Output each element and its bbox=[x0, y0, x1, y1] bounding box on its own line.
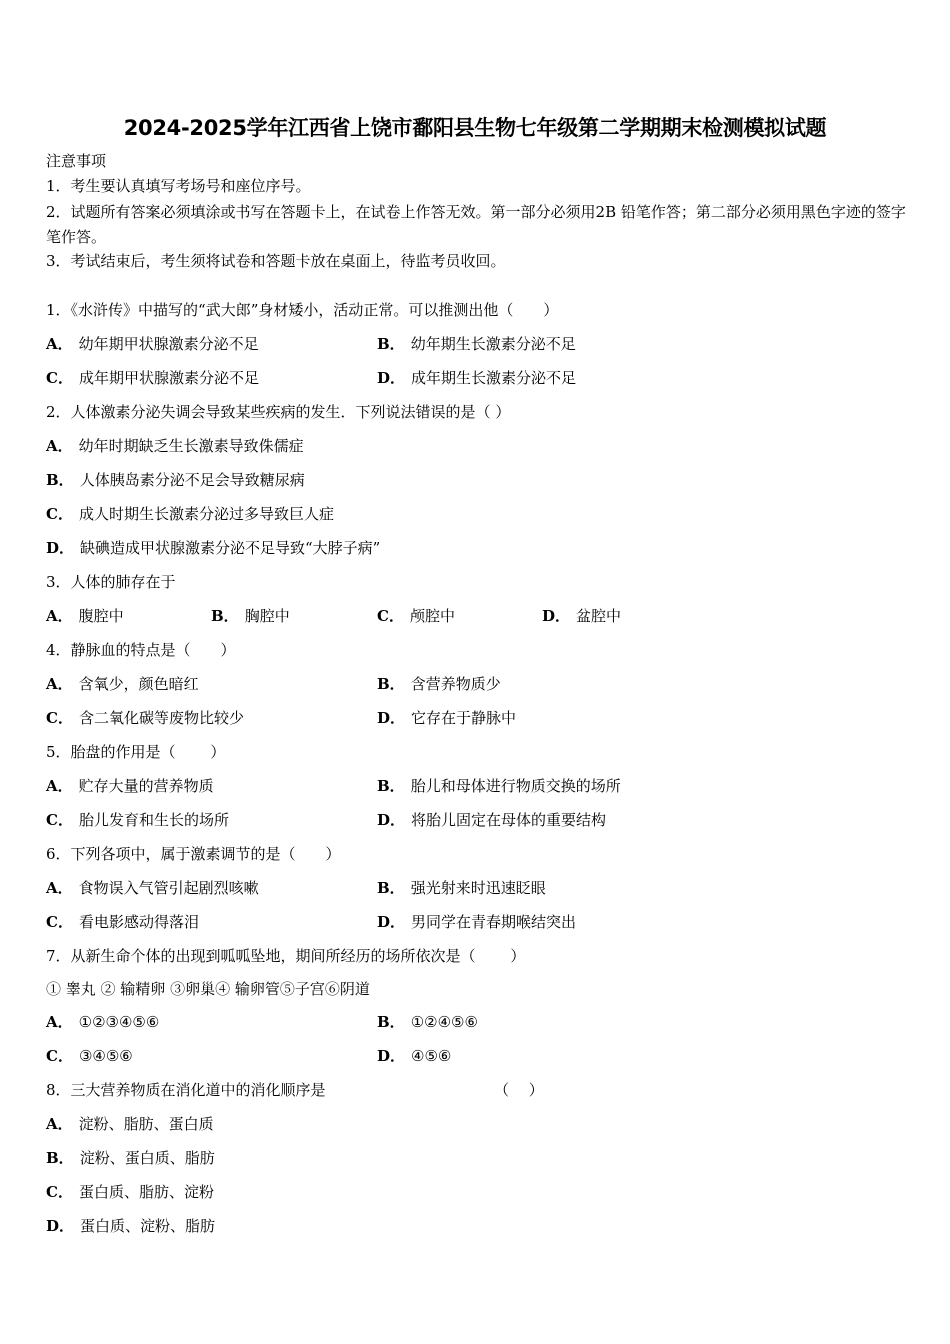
option-text: 成年期甲状腺激素分泌不足 bbox=[78, 369, 259, 387]
notes-item-1: 1．考生要认真填写考场号和座位序号。 bbox=[46, 177, 311, 195]
option-letter: A． bbox=[46, 1115, 73, 1133]
option-letter: A． bbox=[46, 335, 73, 353]
option-letter: C． bbox=[377, 607, 404, 625]
question-1-option-d[interactable] bbox=[377, 368, 576, 388]
option-letter: C． bbox=[46, 709, 73, 727]
option-letter: B． bbox=[46, 471, 74, 489]
question-5-option-c[interactable] bbox=[46, 810, 229, 830]
question-7-option-b[interactable] bbox=[377, 1012, 478, 1032]
notes-item-2: 2．试题所有答案必须填涂或书写在答题卡上，在试卷上作答无效。第一部分必须用2B 铅笔作答；第二部分必须用黑色字迹的签字笔作答。 bbox=[46, 203, 906, 246]
option-text: ①②④⑤⑥ bbox=[410, 1013, 478, 1031]
option-text: 胸腔中 bbox=[244, 607, 290, 625]
option-letter: A． bbox=[46, 879, 73, 897]
question-5-option-d[interactable] bbox=[377, 810, 606, 830]
option-letter: B． bbox=[211, 607, 239, 625]
question-5-option-a[interactable] bbox=[46, 776, 214, 796]
option-text: 含营养物质少 bbox=[410, 675, 501, 693]
option-text: 将胎儿固定在母体的重要结构 bbox=[411, 811, 607, 829]
option-text: ③④⑤⑥ bbox=[78, 1047, 133, 1065]
question-2-option-d[interactable] bbox=[46, 538, 380, 558]
option-text: 淀粉、蛋白质、脂肪 bbox=[79, 1149, 215, 1167]
question-6-option-d[interactable] bbox=[377, 912, 576, 932]
question-6-option-a[interactable] bbox=[46, 878, 259, 898]
question-6-option-b[interactable] bbox=[377, 878, 546, 898]
question-1-stem: 1．《水浒传》中描写的“武大郎”身材矮小，活动正常。可以推测出他（ ） bbox=[46, 301, 559, 319]
notes-heading: 注意事项 bbox=[46, 152, 107, 170]
option-letter: A． bbox=[46, 675, 73, 693]
question-2-stem: 2．人体激素分泌失调会导致某些疾病的发生．下列说法错误的是（ ） bbox=[46, 403, 511, 421]
option-text: 淀粉、脂肪、蛋白质 bbox=[78, 1115, 214, 1133]
question-3-option-c[interactable] bbox=[377, 606, 455, 626]
option-letter: C． bbox=[46, 811, 73, 829]
question-3-option-a[interactable] bbox=[46, 606, 124, 626]
question-6-option-c[interactable] bbox=[46, 912, 199, 932]
option-letter: D． bbox=[377, 1047, 406, 1065]
question-4-option-c[interactable] bbox=[46, 708, 244, 728]
question-8-option-d[interactable] bbox=[46, 1216, 215, 1236]
option-letter: D． bbox=[542, 607, 571, 625]
option-text: 盆腔中 bbox=[576, 607, 622, 625]
question-8-option-c[interactable] bbox=[46, 1182, 214, 1202]
option-letter: B． bbox=[377, 1013, 405, 1031]
question-7-option-c[interactable] bbox=[46, 1046, 133, 1066]
option-letter: C． bbox=[46, 369, 73, 387]
option-text: 胎儿发育和生长的场所 bbox=[78, 811, 229, 829]
option-letter: A． bbox=[46, 1013, 73, 1031]
question-1-option-c[interactable] bbox=[46, 368, 259, 388]
question-7-stem: 7．从新生命个体的出现到呱呱坠地，期间所经历的场所依次是（ ） bbox=[46, 947, 526, 965]
option-letter: C． bbox=[46, 1183, 73, 1201]
question-8-answer-paren: （ ） bbox=[494, 1081, 544, 1099]
option-text: 含氧少，颜色暗红 bbox=[78, 675, 199, 693]
option-text: 胎儿和母体进行物质交换的场所 bbox=[410, 777, 621, 795]
option-letter: D． bbox=[377, 369, 406, 387]
option-text: 男同学在青春期喉结突出 bbox=[411, 913, 577, 931]
option-text: 幼年时期缺乏生长激素导致侏儒症 bbox=[78, 437, 304, 455]
option-letter: B． bbox=[377, 335, 405, 353]
option-text: 看电影感动得落泪 bbox=[78, 913, 199, 931]
question-2-option-c[interactable] bbox=[46, 504, 334, 524]
question-7-option-d[interactable] bbox=[377, 1046, 451, 1066]
option-text: ①②③④⑤⑥ bbox=[78, 1013, 160, 1031]
option-text: ④⑤⑥ bbox=[411, 1047, 452, 1065]
question-1-option-a[interactable] bbox=[46, 334, 259, 354]
question-8-stem: 8．三大营养物质在消化道中的消化顺序是 bbox=[46, 1081, 326, 1099]
option-text: 幼年期生长激素分泌不足 bbox=[410, 335, 576, 353]
option-letter: A． bbox=[46, 437, 73, 455]
option-letter: D． bbox=[46, 1217, 75, 1235]
question-5-stem: 5．胎盘的作用是（ ） bbox=[46, 743, 226, 761]
notes-item-3: 3．考试结束后，考生须将试卷和答题卡放在桌面上，待监考员收回。 bbox=[46, 252, 506, 270]
question-3-option-b[interactable] bbox=[211, 606, 290, 626]
option-letter: B． bbox=[377, 675, 405, 693]
option-letter: D． bbox=[377, 709, 406, 727]
option-text: 颅腔中 bbox=[409, 607, 455, 625]
question-4-stem: 4．静脉血的特点是（ ） bbox=[46, 641, 236, 659]
option-letter: B． bbox=[377, 777, 405, 795]
page-title: 2024-2025学年江西省上饶市鄱阳县生物七年级第二学期期末检测模拟试题 bbox=[123, 116, 827, 140]
option-text: 成人时期生长激素分泌过多导致巨人症 bbox=[78, 505, 334, 523]
question-6-stem: 6．下列各项中，属于激素调节的是（ ） bbox=[46, 845, 341, 863]
option-text: 成年期生长激素分泌不足 bbox=[411, 369, 577, 387]
option-text: 食物误入气管引起剧烈咳嗽 bbox=[78, 879, 259, 897]
option-letter: B． bbox=[46, 1149, 74, 1167]
option-text: 人体胰岛素分泌不足会导致糖尿病 bbox=[79, 471, 305, 489]
option-text: 蛋白质、淀粉、脂肪 bbox=[80, 1217, 216, 1235]
option-text: 幼年期甲状腺激素分泌不足 bbox=[78, 335, 259, 353]
option-letter: D． bbox=[377, 811, 406, 829]
option-letter: D． bbox=[46, 539, 75, 557]
option-letter: C． bbox=[46, 913, 73, 931]
question-3-option-d[interactable] bbox=[542, 606, 621, 626]
question-8-option-b[interactable] bbox=[46, 1148, 215, 1168]
question-5-option-b[interactable] bbox=[377, 776, 621, 796]
option-letter: C． bbox=[46, 1047, 73, 1065]
question-3-stem: 3．人体的肺存在于 bbox=[46, 573, 176, 591]
question-4-option-b[interactable] bbox=[377, 674, 501, 694]
option-text: 缺碘造成甲状腺激素分泌不足导致“大脖子病” bbox=[80, 539, 381, 557]
option-text: 强光射来时迅速眨眼 bbox=[410, 879, 546, 897]
option-text: 含二氧化碳等废物比较少 bbox=[78, 709, 244, 727]
option-letter: A． bbox=[46, 777, 73, 795]
question-8-option-a[interactable] bbox=[46, 1114, 214, 1134]
question-2-option-b[interactable] bbox=[46, 470, 305, 490]
option-text: 腹腔中 bbox=[78, 607, 124, 625]
option-letter: C． bbox=[46, 505, 73, 523]
option-text: 蛋白质、脂肪、淀粉 bbox=[78, 1183, 214, 1201]
question-2-option-a[interactable] bbox=[46, 436, 304, 456]
option-letter: D． bbox=[377, 913, 406, 931]
question-1-option-b[interactable] bbox=[377, 334, 576, 354]
option-letter: A． bbox=[46, 607, 73, 625]
question-4-option-a[interactable] bbox=[46, 674, 199, 694]
option-text: 贮存大量的营养物质 bbox=[78, 777, 214, 795]
question-7-sequence: ① 睾丸 ② 输精卵 ③卵巢④ 输卵管⑤子宫⑥阴道 bbox=[46, 980, 370, 998]
question-4-option-d[interactable] bbox=[377, 708, 516, 728]
option-letter: B． bbox=[377, 879, 405, 897]
option-text: 它存在于静脉中 bbox=[411, 709, 517, 727]
question-7-option-a[interactable] bbox=[46, 1012, 159, 1032]
